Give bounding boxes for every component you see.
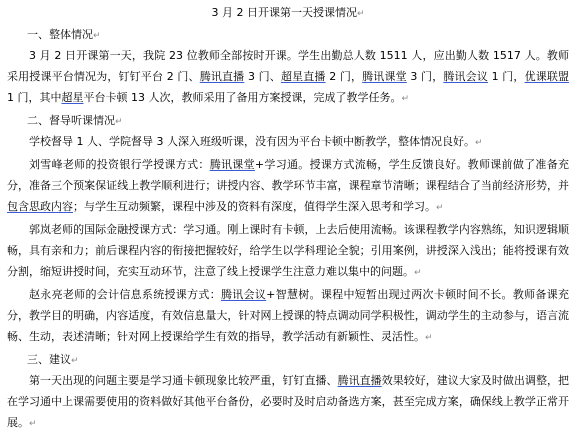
paragraph-mark: ↵ xyxy=(474,138,483,148)
text-run: 2 门， xyxy=(325,70,363,83)
section-heading-suggestions xyxy=(7,349,569,370)
text-run: 3 门， xyxy=(406,70,444,83)
text-run: ；与学生互动频繁，课程中涉及的资料有深度，值得学生深入思考和学习。 xyxy=(73,200,436,213)
paragraph-mark: ↵ xyxy=(436,203,444,213)
title-text: 3 月 2 日开课第一天授课情况 xyxy=(211,6,357,19)
text-run: +智慧树。课程中短暂出现过两次卡顿时间不长。教师备课充分，教学目的明确，内容适度，有效信息量大，针对网上授课的特点调动同学积极性，调动学生的主动参与，语言流畅、生动，表述清晰；针对网上授课给学生有效的指导，教学活动有新颖性、灵活性。 xyxy=(7,288,570,343)
underlined-term: 腾讯直播 xyxy=(337,374,382,387)
text-run: 3 门、 xyxy=(244,70,281,83)
paragraph-mark: ↵ xyxy=(115,117,123,127)
underlined-term: 腾讯直播 xyxy=(199,70,245,83)
paragraph-mark: ↵ xyxy=(414,268,422,278)
section-heading-text: 三、建议 xyxy=(27,353,71,366)
text-run: 郭岚老师的国际金融授课方式：学习通。刚上课时有卡顿，上去后使用流畅。该课程教学内容熟练，知识逻辑顺畅，具有亲和力；前后课程内容的衔接把握较好，给学生以学科理论全貌；引用案例，讲授深入浅出；能将授课有效分割，缩短讲授时间，充实互动环节，注意了线上授课学生注意力难以集中的问题。 xyxy=(7,223,569,278)
paragraph-zhao-yongliang xyxy=(7,284,569,349)
underlined-term: 腾讯课堂 xyxy=(209,158,255,171)
paragraph-mark: ↵ xyxy=(71,356,79,366)
section-heading-supervision xyxy=(7,110,569,131)
paragraph-mark: ↵ xyxy=(29,419,37,429)
paragraph-overall xyxy=(7,45,569,110)
text-run: 赵永亮老师的会计信息系统授课方式： xyxy=(29,288,221,301)
text-run: +学习通。授课方式流畅，学生反馈良好。教师课前做了准备充分，准备三个预案保证线上教学顺利进行；讲授内容、教学环节丰富，课程章节清晰；课程结合了当前经济形势，并 xyxy=(7,158,570,192)
document-title xyxy=(7,2,569,24)
paragraph-mark: ↵ xyxy=(356,9,365,19)
text-run: 刘雪峰老师的投资银行学授课方式： xyxy=(29,158,210,171)
underlined-term: 超星 xyxy=(61,91,84,104)
section-heading-overall xyxy=(7,24,569,45)
paragraph-guo-lan xyxy=(7,219,569,284)
section-heading-text: 一、整体情况 xyxy=(27,28,93,41)
underlined-term: 腾讯会议 xyxy=(443,70,488,83)
text-run: 1 门，其中 xyxy=(7,91,62,104)
paragraph-mark: ↵ xyxy=(401,94,410,104)
paragraph-suggestions xyxy=(7,370,569,435)
text-run: 1 门， xyxy=(487,70,525,83)
text-run: 平台卡顿 13 人次，教师采用了备用方案授课，完成了教学任务。 xyxy=(83,91,402,104)
paragraph-liu-xuefeng xyxy=(7,154,569,219)
paragraph-supervision-summary xyxy=(7,131,569,154)
underlined-term: 超星直播 xyxy=(280,70,326,83)
paragraph-mark: ↵ xyxy=(93,31,101,41)
underlined-term: 包含思政内容 xyxy=(7,200,73,213)
text-run: 学校督导 1 人、学院督导 3 人深入班级听课，没有因为平台卡顿中断教学，整体情况良好。 xyxy=(29,135,475,148)
underlined-term: 优课联盟 xyxy=(524,70,570,83)
paragraph-mark: ↵ xyxy=(425,333,433,343)
text-run: 第一天出现的问题主要是学习通卡顿现象比较严重，钉钉直播、 xyxy=(29,374,338,387)
underlined-term: 腾讯课堂 xyxy=(362,70,407,83)
text-run: 效果较好，建议大家及时做出调整，把在学习通中上课需要使用的资料做好其他平台备份，必要时及时启动备选方案，甚至完成方案，确保线上教学正常开展。 xyxy=(7,374,570,429)
text-run: 3 月 2 日开课第一天，我院 23 位教师全部按时开课。学生出勤总人数 1511 人，应出勤人数 1517 人。教师采用授课平台情况为，钉钉平台 2 门、 xyxy=(7,49,569,83)
underlined-term: 腾讯会议 xyxy=(220,288,267,301)
section-heading-text: 二、督导听课情况 xyxy=(27,114,115,127)
